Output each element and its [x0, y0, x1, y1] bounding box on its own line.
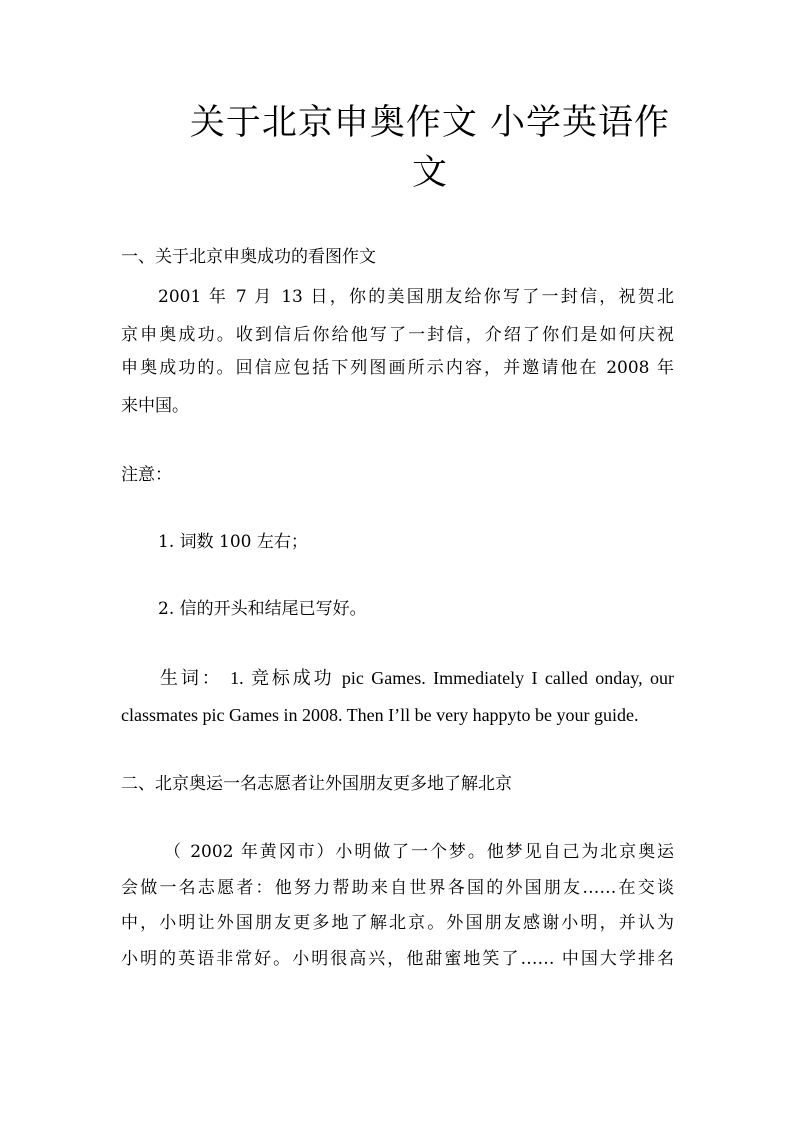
vocab-line-1: 生词： 1. 竞标成功 pic Games. Immediately I called onday, our [160, 668, 674, 688]
section-1-paragraph-line: 来中国。 [121, 396, 189, 416]
note-label: 注意： [121, 465, 172, 485]
section-2-paragraph-line: 会做一名志愿者：他努力帮助来自世界各国的外国朋友……在交谈 [121, 878, 674, 898]
section-1-paragraph-line: 京申奥成功。收到信后你给他写了一封信，介绍了你们是如何庆祝 [121, 325, 674, 345]
vocab-line-2: classmates pic Games in 2008. Then I’ll be very happyto be your guide. [121, 705, 639, 725]
section-2-heading: 二、北京奥运一名志愿者让外国朋友更多地了解北京 [121, 774, 512, 794]
section-1-paragraph-line: 申奥成功的。回信应包括下列图画所示内容，并邀请他在 2008 年 [121, 358, 674, 378]
section-2-paragraph-line: 小明的英语非常好。小明很高兴，他甜蜜地笑了…… 中国大学排名 [121, 949, 674, 969]
title-line-2: 文 [411, 153, 448, 193]
section-2-paragraph-line: 中，小明让外国朋友更多地了解北京。外国朋友感谢小明，并认为 [121, 913, 674, 933]
title-line-1: 关于北京申奥作文 小学英语作 [189, 103, 671, 143]
section-1-heading: 一、关于北京申奥成功的看图作文 [121, 247, 376, 267]
section-2-paragraph-line: （ 2002 年黄冈市）小明做了一个梦。他梦见自己为北京奥运 [164, 842, 674, 862]
document-title [150, 98, 710, 198]
section-1-paragraph-line: 2001 年 7 月 13 日，你的美国朋友给你写了一封信，祝贺北 [158, 287, 674, 307]
note-item-1: 1. 词数 100 左右； [158, 532, 308, 552]
note-item-2: 2. 信的开头和结尾已写好。 [158, 599, 367, 619]
